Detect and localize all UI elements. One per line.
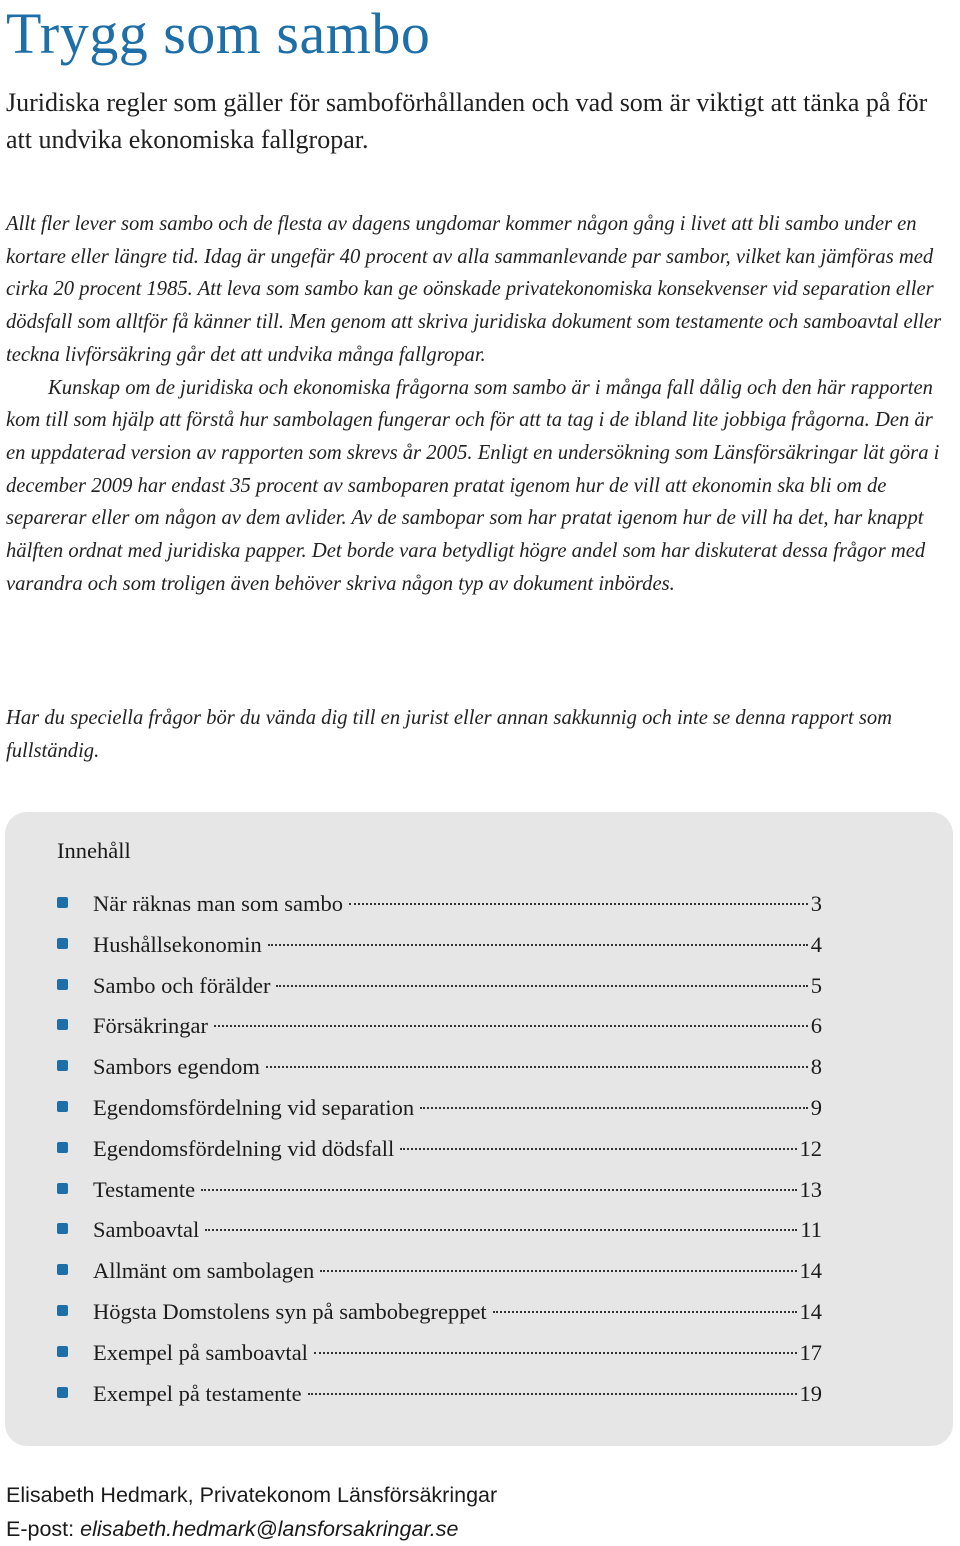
toc-item-label: Exempel på samboavtal	[93, 1339, 308, 1365]
toc-item-page: 14	[799, 1258, 822, 1284]
toc-item[interactable]	[57, 1006, 822, 1047]
toc-heading: Innehåll	[57, 838, 131, 863]
toc-item-page: 19	[799, 1380, 822, 1406]
subtitle: Juridiska regler som gäller för samboförhållanden och vad som är viktigt att tänka på för att undvika ekonomiska fallgropar.	[6, 88, 928, 154]
toc-item-page: 14	[799, 1298, 822, 1324]
email-link[interactable]: elisabeth.hedmark@lansforsakringar.se	[80, 1517, 459, 1541]
toc-item[interactable]	[57, 1333, 822, 1374]
toc-item[interactable]	[57, 1292, 822, 1333]
toc-item-label: Exempel på testamente	[93, 1380, 302, 1406]
toc-item[interactable]	[57, 966, 822, 1007]
toc-item-label: Testamente	[93, 1176, 196, 1202]
dot-leader	[320, 1270, 796, 1272]
author-line: Elisabeth Hedmark, Privatekonom Länsförsäkringar	[6, 1483, 498, 1507]
square-bullet-icon	[57, 1060, 68, 1071]
toc-item-page: 6	[810, 1013, 822, 1039]
square-bullet-icon	[57, 1183, 68, 1194]
toc-item-page: 5	[810, 972, 822, 998]
toc-item[interactable]	[57, 1129, 822, 1170]
square-bullet-icon	[57, 897, 68, 908]
toc-item-label: När räknas man som sambo	[93, 891, 343, 916]
toc-item[interactable]	[57, 1374, 822, 1415]
square-bullet-icon	[57, 979, 68, 990]
dot-leader	[308, 1393, 797, 1395]
dot-leader	[349, 903, 808, 905]
toc-item-label: Allmänt om sambolagen	[93, 1258, 315, 1284]
square-bullet-icon	[57, 938, 68, 949]
dot-leader	[314, 1352, 797, 1354]
toc-item[interactable]	[57, 1088, 822, 1129]
toc-item-page: 4	[810, 931, 822, 957]
square-bullet-icon	[57, 1305, 68, 1316]
intro-paragraph: Kunskap om de juridiska och ekonomiska frågorna som sambo är i många fall dålig och den här rapporten kom till som hjälp att förstå hur sambolagen fungerar och för att ta tag i de ibland lite jobbiga frågorna. Den är en uppdaterad version av rapporten som skrevs år 2005. Enligt en undersökning som Länsförsäkringar lät göra i december 2009 har endast 35 procent av samboparen pratat igenom hur de vill att ekonomin ska bli om de separerar eller om någon av dem avlider. Av de sambopar som har pratat igenom hur de vill ha det, har knappt hälften ordnat med juridiska papper. Det borde vara betydligt högre andel som har diskuterat dessa frågor med varandra och som troligen även behöver skriva någon typ av dokument inbördes.	[6, 376, 940, 595]
toc-item-page: 11	[800, 1217, 822, 1243]
toc-item-label: Sambo och förälder	[93, 972, 271, 998]
square-bullet-icon	[57, 1264, 68, 1275]
toc-item[interactable]	[57, 925, 822, 966]
square-bullet-icon	[57, 1387, 68, 1398]
toc-item-label: Samboavtal	[93, 1217, 200, 1243]
dot-leader	[420, 1107, 808, 1109]
toc-item-page: 17	[799, 1339, 822, 1365]
toc-item-page: 13	[799, 1176, 822, 1202]
toc-item-label: Egendomsfördelning vid dödsfall	[93, 1135, 395, 1161]
toc-item[interactable]	[57, 1047, 822, 1088]
toc-item-page: 9	[810, 1094, 822, 1120]
email-label: E-post:	[6, 1517, 75, 1541]
toc-item[interactable]	[57, 1210, 822, 1251]
dot-leader	[205, 1229, 797, 1231]
page-title: Trygg som sambo	[6, 1, 431, 66]
toc-list	[57, 884, 822, 1414]
toc-item-page: 8	[810, 1054, 822, 1080]
dot-leader	[276, 985, 807, 987]
disclaimer-note: Har du speciella frågor bör du vända dig till en jurist eller annan sakkunnig och inte se denna rapport som fullständig.	[6, 707, 893, 762]
dot-leader	[268, 944, 808, 946]
dot-leader	[493, 1311, 797, 1313]
square-bullet-icon	[57, 1142, 68, 1153]
dot-leader	[400, 1148, 796, 1150]
toc-item-label: Egendomsfördelning vid separation	[93, 1094, 415, 1120]
dot-leader	[214, 1025, 808, 1027]
email-line	[6, 1513, 458, 1546]
square-bullet-icon	[57, 1223, 68, 1234]
table-of-contents	[5, 812, 953, 1446]
square-bullet-icon	[57, 1346, 68, 1357]
toc-item[interactable]	[57, 884, 822, 925]
toc-item-label: Högsta Domstolens syn på sambobegreppet	[93, 1298, 487, 1324]
toc-item-page: 12	[799, 1135, 822, 1161]
square-bullet-icon	[57, 1101, 68, 1112]
intro-paragraph: Allt fler lever som sambo och de flesta av dagens ungdomar kommer någon gång i livet att bli sambo under en kortare eller längre tid. Idag är ungefär 40 procent av alla sammanlevande par sambor, vilket kan jämföras med cirka 20 procent 1985. Att leva som sambo kan ge oönskade privatekonomiska konsekvenser vid separation eller dödsfall som alltför få känner till. Men genom att skriva juridiska dokument som testamente och samboavtal eller teckna livförsäkring går det att undvika många fallgropar.	[6, 213, 942, 366]
toc-item[interactable]	[57, 1251, 822, 1292]
dot-leader	[201, 1189, 796, 1191]
toc-item-page: 3	[810, 891, 822, 916]
toc-item-label: Hushållsekonomin	[93, 931, 262, 957]
dot-leader	[266, 1066, 808, 1068]
toc-item-label: Försäkringar	[93, 1013, 208, 1039]
intro-section	[6, 208, 954, 600]
toc-item-label: Sambors egendom	[93, 1054, 260, 1080]
square-bullet-icon	[57, 1019, 68, 1030]
toc-item[interactable]	[57, 1170, 822, 1211]
